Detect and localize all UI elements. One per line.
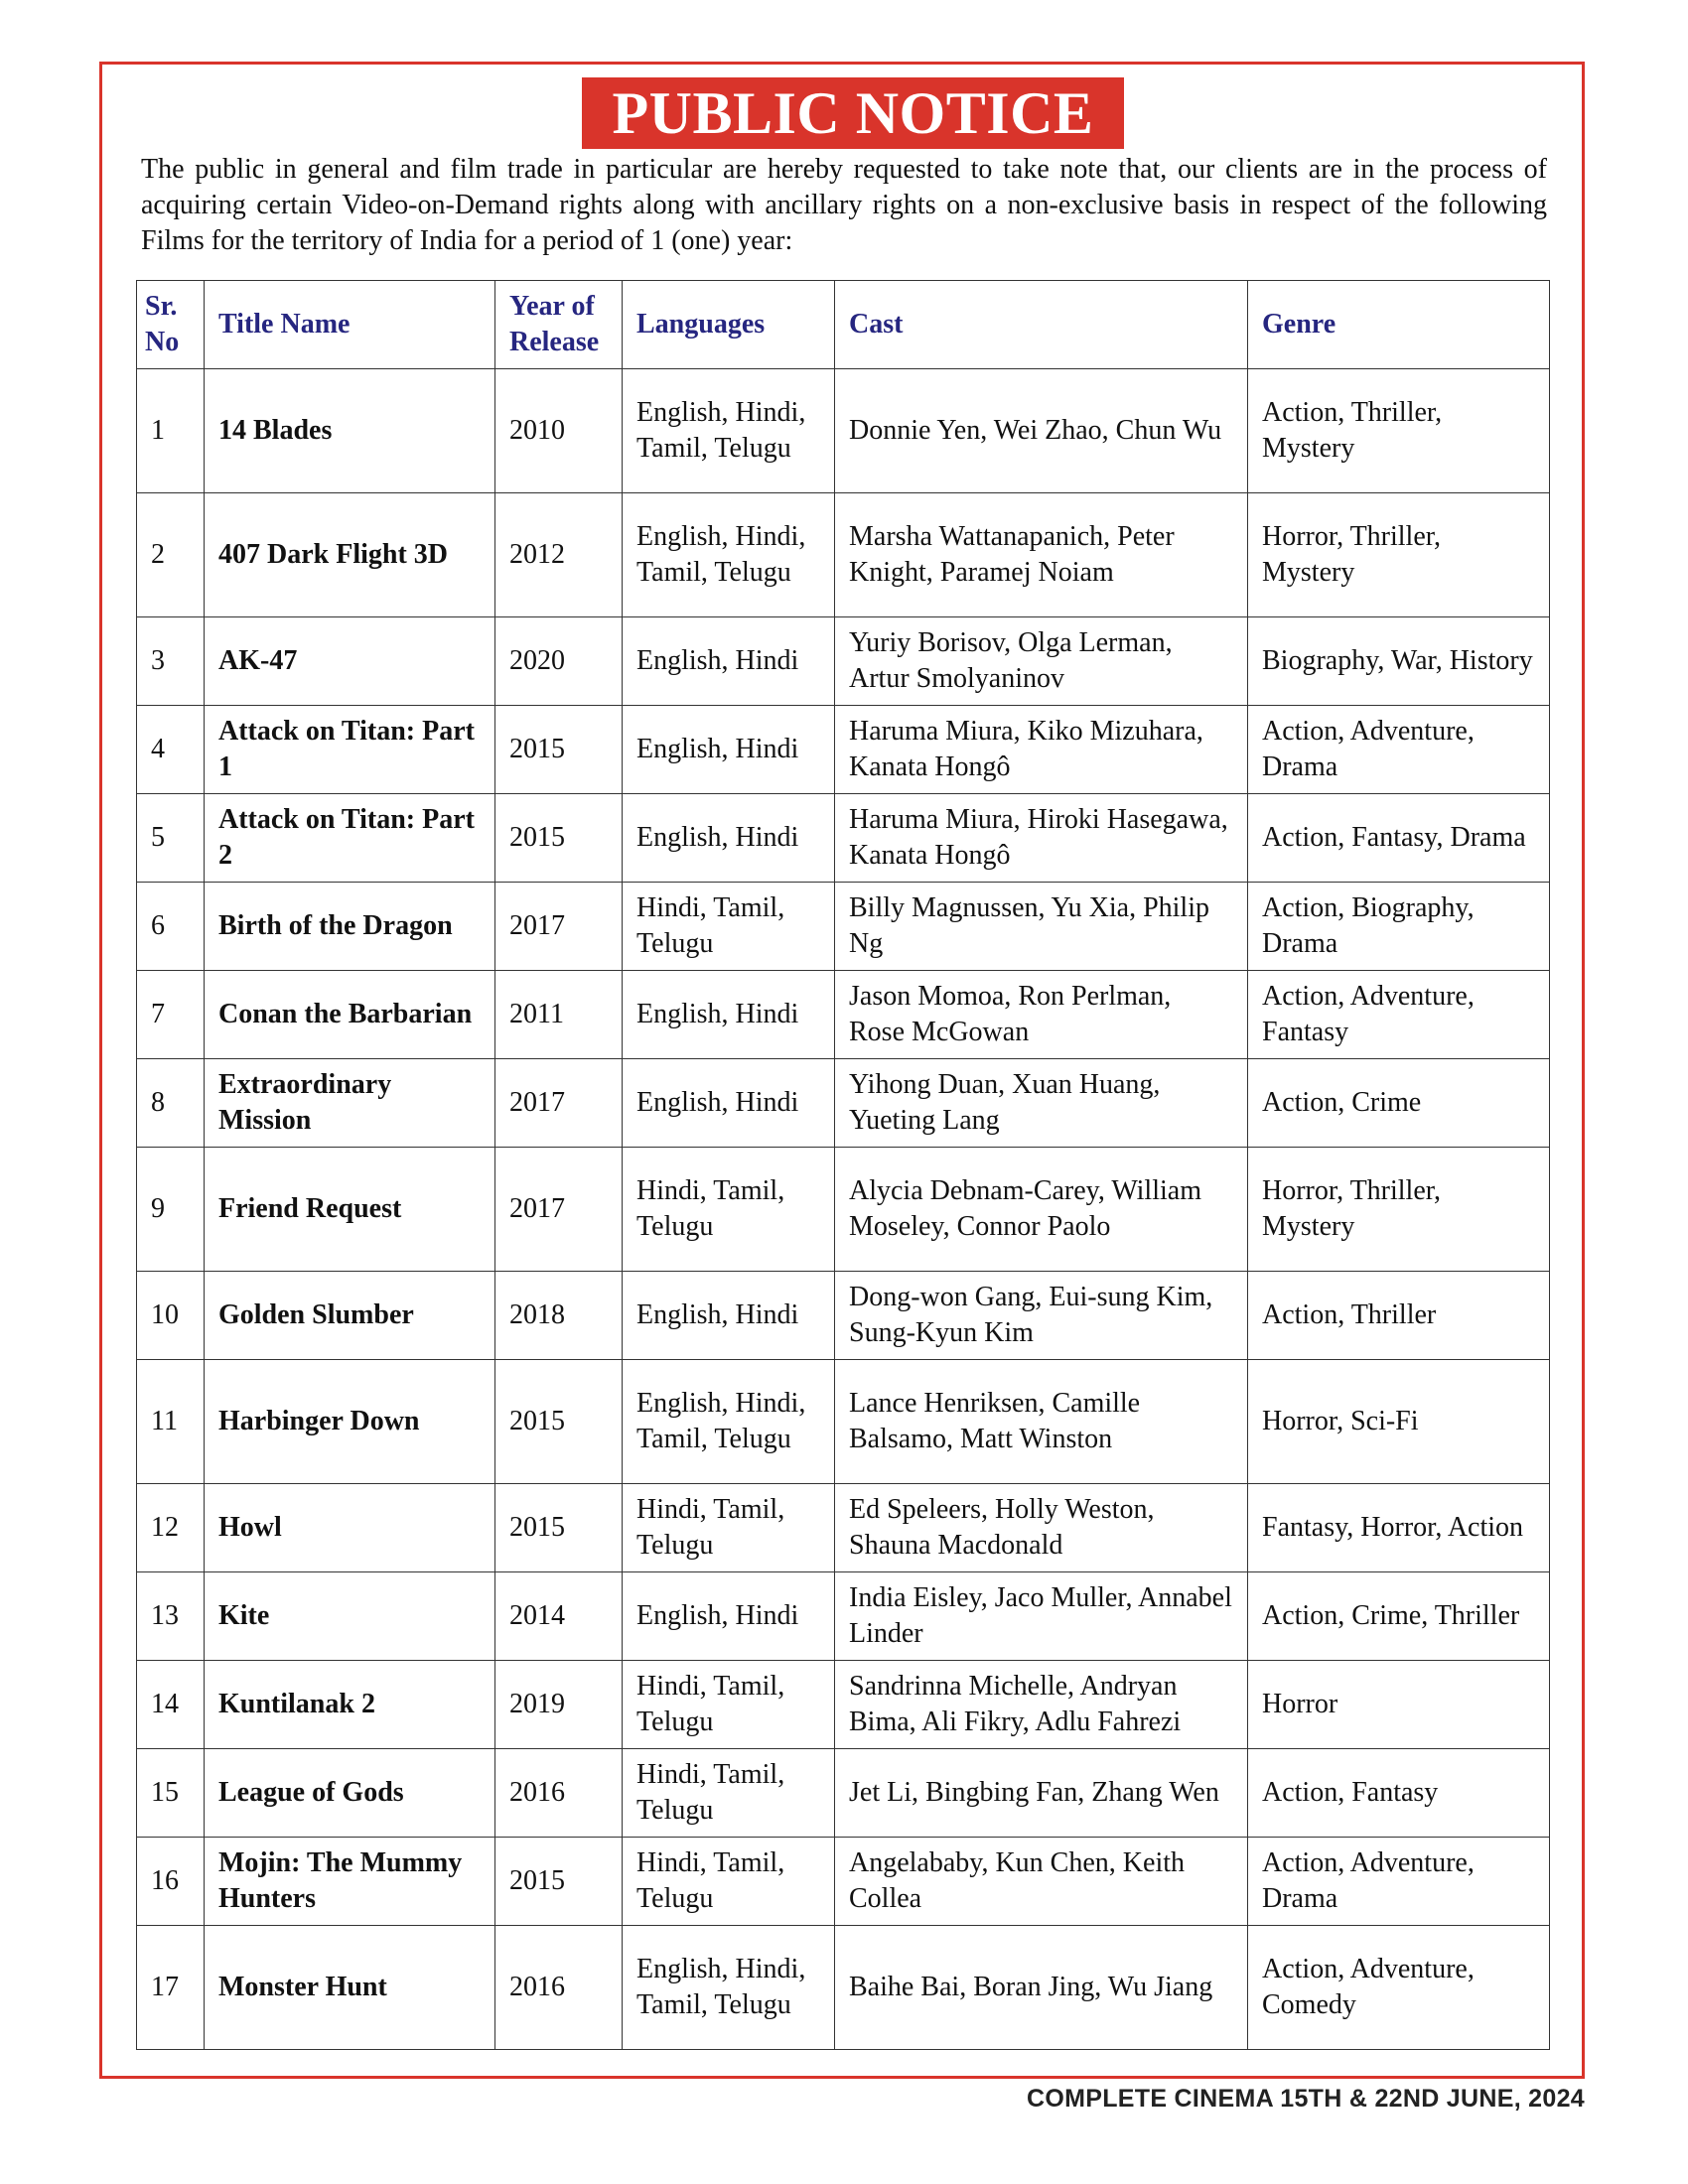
page-title: PUBLIC NOTICE xyxy=(582,77,1124,149)
sr-no-cell: 11 xyxy=(137,1360,205,1484)
year-cell: 2012 xyxy=(495,493,623,617)
title-cell: Conan the Barbarian xyxy=(205,971,495,1059)
languages-cell: Hindi, Tamil, Telugu xyxy=(623,1484,835,1572)
header-title-name: Title Name xyxy=(205,281,495,369)
title-cell: Birth of the Dragon xyxy=(205,883,495,971)
title-cell: Extraordinary Mission xyxy=(205,1059,495,1148)
cast-cell: Donnie Yen, Wei Zhao, Chun Wu xyxy=(835,369,1248,493)
year-cell: 2016 xyxy=(495,1926,623,2050)
sr-no-cell: 16 xyxy=(137,1838,205,1926)
cast-cell: Baihe Bai, Boran Jing, Wu Jiang xyxy=(835,1926,1248,2050)
year-cell: 2011 xyxy=(495,971,623,1059)
languages-cell: English, Hindi, Tamil, Telugu xyxy=(623,493,835,617)
table-row xyxy=(137,971,1550,1059)
title-cell: Kite xyxy=(205,1572,495,1661)
year-cell: 2016 xyxy=(495,1749,623,1838)
table-row xyxy=(137,1059,1550,1148)
genre-cell: Action, Thriller xyxy=(1248,1272,1550,1360)
languages-cell: Hindi, Tamil, Telugu xyxy=(623,1661,835,1749)
cast-cell: Billy Magnussen, Yu Xia, Philip Ng xyxy=(835,883,1248,971)
films-table xyxy=(136,280,1550,2050)
cast-cell: Jet Li, Bingbing Fan, Zhang Wen xyxy=(835,1749,1248,1838)
table-row xyxy=(137,369,1550,493)
languages-cell: English, Hindi xyxy=(623,1572,835,1661)
genre-cell: Fantasy, Horror, Action xyxy=(1248,1484,1550,1572)
genre-cell: Horror xyxy=(1248,1661,1550,1749)
genre-cell: Action, Crime xyxy=(1248,1059,1550,1148)
table-row xyxy=(137,1484,1550,1572)
title-cell: Golden Slumber xyxy=(205,1272,495,1360)
cast-cell: Alycia Debnam-Carey, William Moseley, Connor Paolo xyxy=(835,1148,1248,1272)
sr-no-cell: 6 xyxy=(137,883,205,971)
genre-cell: Action, Thriller, Mystery xyxy=(1248,369,1550,493)
sr-no-cell: 1 xyxy=(137,369,205,493)
header-cast: Cast xyxy=(835,281,1248,369)
year-cell: 2015 xyxy=(495,1360,623,1484)
genre-cell: Action, Crime, Thriller xyxy=(1248,1572,1550,1661)
sr-no-cell: 4 xyxy=(137,706,205,794)
header-year: Year of Release xyxy=(495,281,623,369)
header-languages: Languages xyxy=(623,281,835,369)
sr-no-cell: 10 xyxy=(137,1272,205,1360)
year-cell: 2015 xyxy=(495,1484,623,1572)
title-cell: AK-47 xyxy=(205,617,495,706)
title-cell: League of Gods xyxy=(205,1749,495,1838)
genre-cell: Action, Adventure, Drama xyxy=(1248,1838,1550,1926)
year-cell: 2014 xyxy=(495,1572,623,1661)
cast-cell: Angelababy, Kun Chen, Keith Collea xyxy=(835,1838,1248,1926)
title-cell: Kuntilanak 2 xyxy=(205,1661,495,1749)
title-cell: Attack on Titan: Part 2 xyxy=(205,794,495,883)
year-cell: 2017 xyxy=(495,883,623,971)
table-header-row xyxy=(137,281,1550,369)
languages-cell: Hindi, Tamil, Telugu xyxy=(623,1148,835,1272)
year-cell: 2019 xyxy=(495,1661,623,1749)
genre-cell: Horror, Sci-Fi xyxy=(1248,1360,1550,1484)
title-cell: Attack on Titan: Part 1 xyxy=(205,706,495,794)
cast-cell: Lance Henriksen, Camille Balsamo, Matt Winston xyxy=(835,1360,1248,1484)
cast-cell: India Eisley, Jaco Muller, Annabel Linder xyxy=(835,1572,1248,1661)
cast-cell: Dong-won Gang, Eui-sung Kim, Sung-Kyun Kim xyxy=(835,1272,1248,1360)
year-cell: 2015 xyxy=(495,794,623,883)
sr-no-cell: 14 xyxy=(137,1661,205,1749)
cast-cell: Yihong Duan, Xuan Huang, Yueting Lang xyxy=(835,1059,1248,1148)
cast-cell: Haruma Miura, Hiroki Hasegawa, Kanata Hongô xyxy=(835,794,1248,883)
genre-cell: Action, Adventure, Drama xyxy=(1248,706,1550,794)
table-row xyxy=(137,1661,1550,1749)
year-cell: 2015 xyxy=(495,1838,623,1926)
languages-cell: English, Hindi, Tamil, Telugu xyxy=(623,1926,835,2050)
languages-cell: English, Hindi xyxy=(623,1272,835,1360)
table-row xyxy=(137,1838,1550,1926)
cast-cell: Yuriy Borisov, Olga Lerman, Artur Smolyaninov xyxy=(835,617,1248,706)
table-row xyxy=(137,1926,1550,2050)
year-cell: 2015 xyxy=(495,706,623,794)
header-sr-no: Sr. No xyxy=(137,281,205,369)
sr-no-cell: 7 xyxy=(137,971,205,1059)
table-row xyxy=(137,493,1550,617)
sr-no-cell: 13 xyxy=(137,1572,205,1661)
table-row xyxy=(137,1749,1550,1838)
languages-cell: Hindi, Tamil, Telugu xyxy=(623,883,835,971)
title-cell: Howl xyxy=(205,1484,495,1572)
table-row xyxy=(137,1360,1550,1484)
table-row xyxy=(137,883,1550,971)
table-row xyxy=(137,1572,1550,1661)
title-cell: Mojin: The Mummy Hunters xyxy=(205,1838,495,1926)
genre-cell: Action, Fantasy, Drama xyxy=(1248,794,1550,883)
header-genre: Genre xyxy=(1248,281,1550,369)
title-cell: Harbinger Down xyxy=(205,1360,495,1484)
sr-no-cell: 5 xyxy=(137,794,205,883)
sr-no-cell: 2 xyxy=(137,493,205,617)
table-row xyxy=(137,1272,1550,1360)
genre-cell: Action, Fantasy xyxy=(1248,1749,1550,1838)
genre-cell: Biography, War, History xyxy=(1248,617,1550,706)
languages-cell: English, Hindi, Tamil, Telugu xyxy=(623,1360,835,1484)
year-cell: 2017 xyxy=(495,1059,623,1148)
languages-cell: English, Hindi xyxy=(623,617,835,706)
title-cell: Monster Hunt xyxy=(205,1926,495,2050)
year-cell: 2020 xyxy=(495,617,623,706)
publication-footer: COMPLETE CINEMA 15TH & 22ND JUNE, 2024 xyxy=(1027,2085,1585,2113)
languages-cell: Hindi, Tamil, Telugu xyxy=(623,1749,835,1838)
cast-cell: Haruma Miura, Kiko Mizuhara, Kanata Hongô xyxy=(835,706,1248,794)
languages-cell: English, Hindi xyxy=(623,1059,835,1148)
intro-paragraph: The public in general and film trade in particular are hereby requested to take note that, our clients are in the process of acquiring certain Video-on-Demand rights along with ancillary rights on a non-exclusive basis in respect of the following Films for the territory of India for a period of 1 (one) year: xyxy=(141,154,1547,256)
cast-cell: Jason Momoa, Ron Perlman, Rose McGowan xyxy=(835,971,1248,1059)
languages-cell: Hindi, Tamil, Telugu xyxy=(623,1838,835,1926)
year-cell: 2018 xyxy=(495,1272,623,1360)
genre-cell: Action, Adventure, Comedy xyxy=(1248,1926,1550,2050)
genre-cell: Action, Biography, Drama xyxy=(1248,883,1550,971)
year-cell: 2017 xyxy=(495,1148,623,1272)
year-cell: 2010 xyxy=(495,369,623,493)
genre-cell: Action, Adventure, Fantasy xyxy=(1248,971,1550,1059)
title-cell: 14 Blades xyxy=(205,369,495,493)
table-row xyxy=(137,1148,1550,1272)
table-row xyxy=(137,794,1550,883)
languages-cell: English, Hindi xyxy=(623,971,835,1059)
languages-cell: English, Hindi xyxy=(623,706,835,794)
languages-cell: English, Hindi xyxy=(623,794,835,883)
genre-cell: Horror, Thriller, Mystery xyxy=(1248,493,1550,617)
sr-no-cell: 9 xyxy=(137,1148,205,1272)
cast-cell: Marsha Wattanapanich, Peter Knight, Paramej Noiam xyxy=(835,493,1248,617)
sr-no-cell: 8 xyxy=(137,1059,205,1148)
title-cell: Friend Request xyxy=(205,1148,495,1272)
table-row xyxy=(137,706,1550,794)
table-row xyxy=(137,617,1550,706)
title-cell: 407 Dark Flight 3D xyxy=(205,493,495,617)
cast-cell: Sandrinna Michelle, Andryan Bima, Ali Fikry, Adlu Fahrezi xyxy=(835,1661,1248,1749)
cast-cell: Ed Speleers, Holly Weston, Shauna Macdonald xyxy=(835,1484,1248,1572)
sr-no-cell: 3 xyxy=(137,617,205,706)
sr-no-cell: 17 xyxy=(137,1926,205,2050)
sr-no-cell: 12 xyxy=(137,1484,205,1572)
sr-no-cell: 15 xyxy=(137,1749,205,1838)
genre-cell: Horror, Thriller, Mystery xyxy=(1248,1148,1550,1272)
languages-cell: English, Hindi, Tamil, Telugu xyxy=(623,369,835,493)
